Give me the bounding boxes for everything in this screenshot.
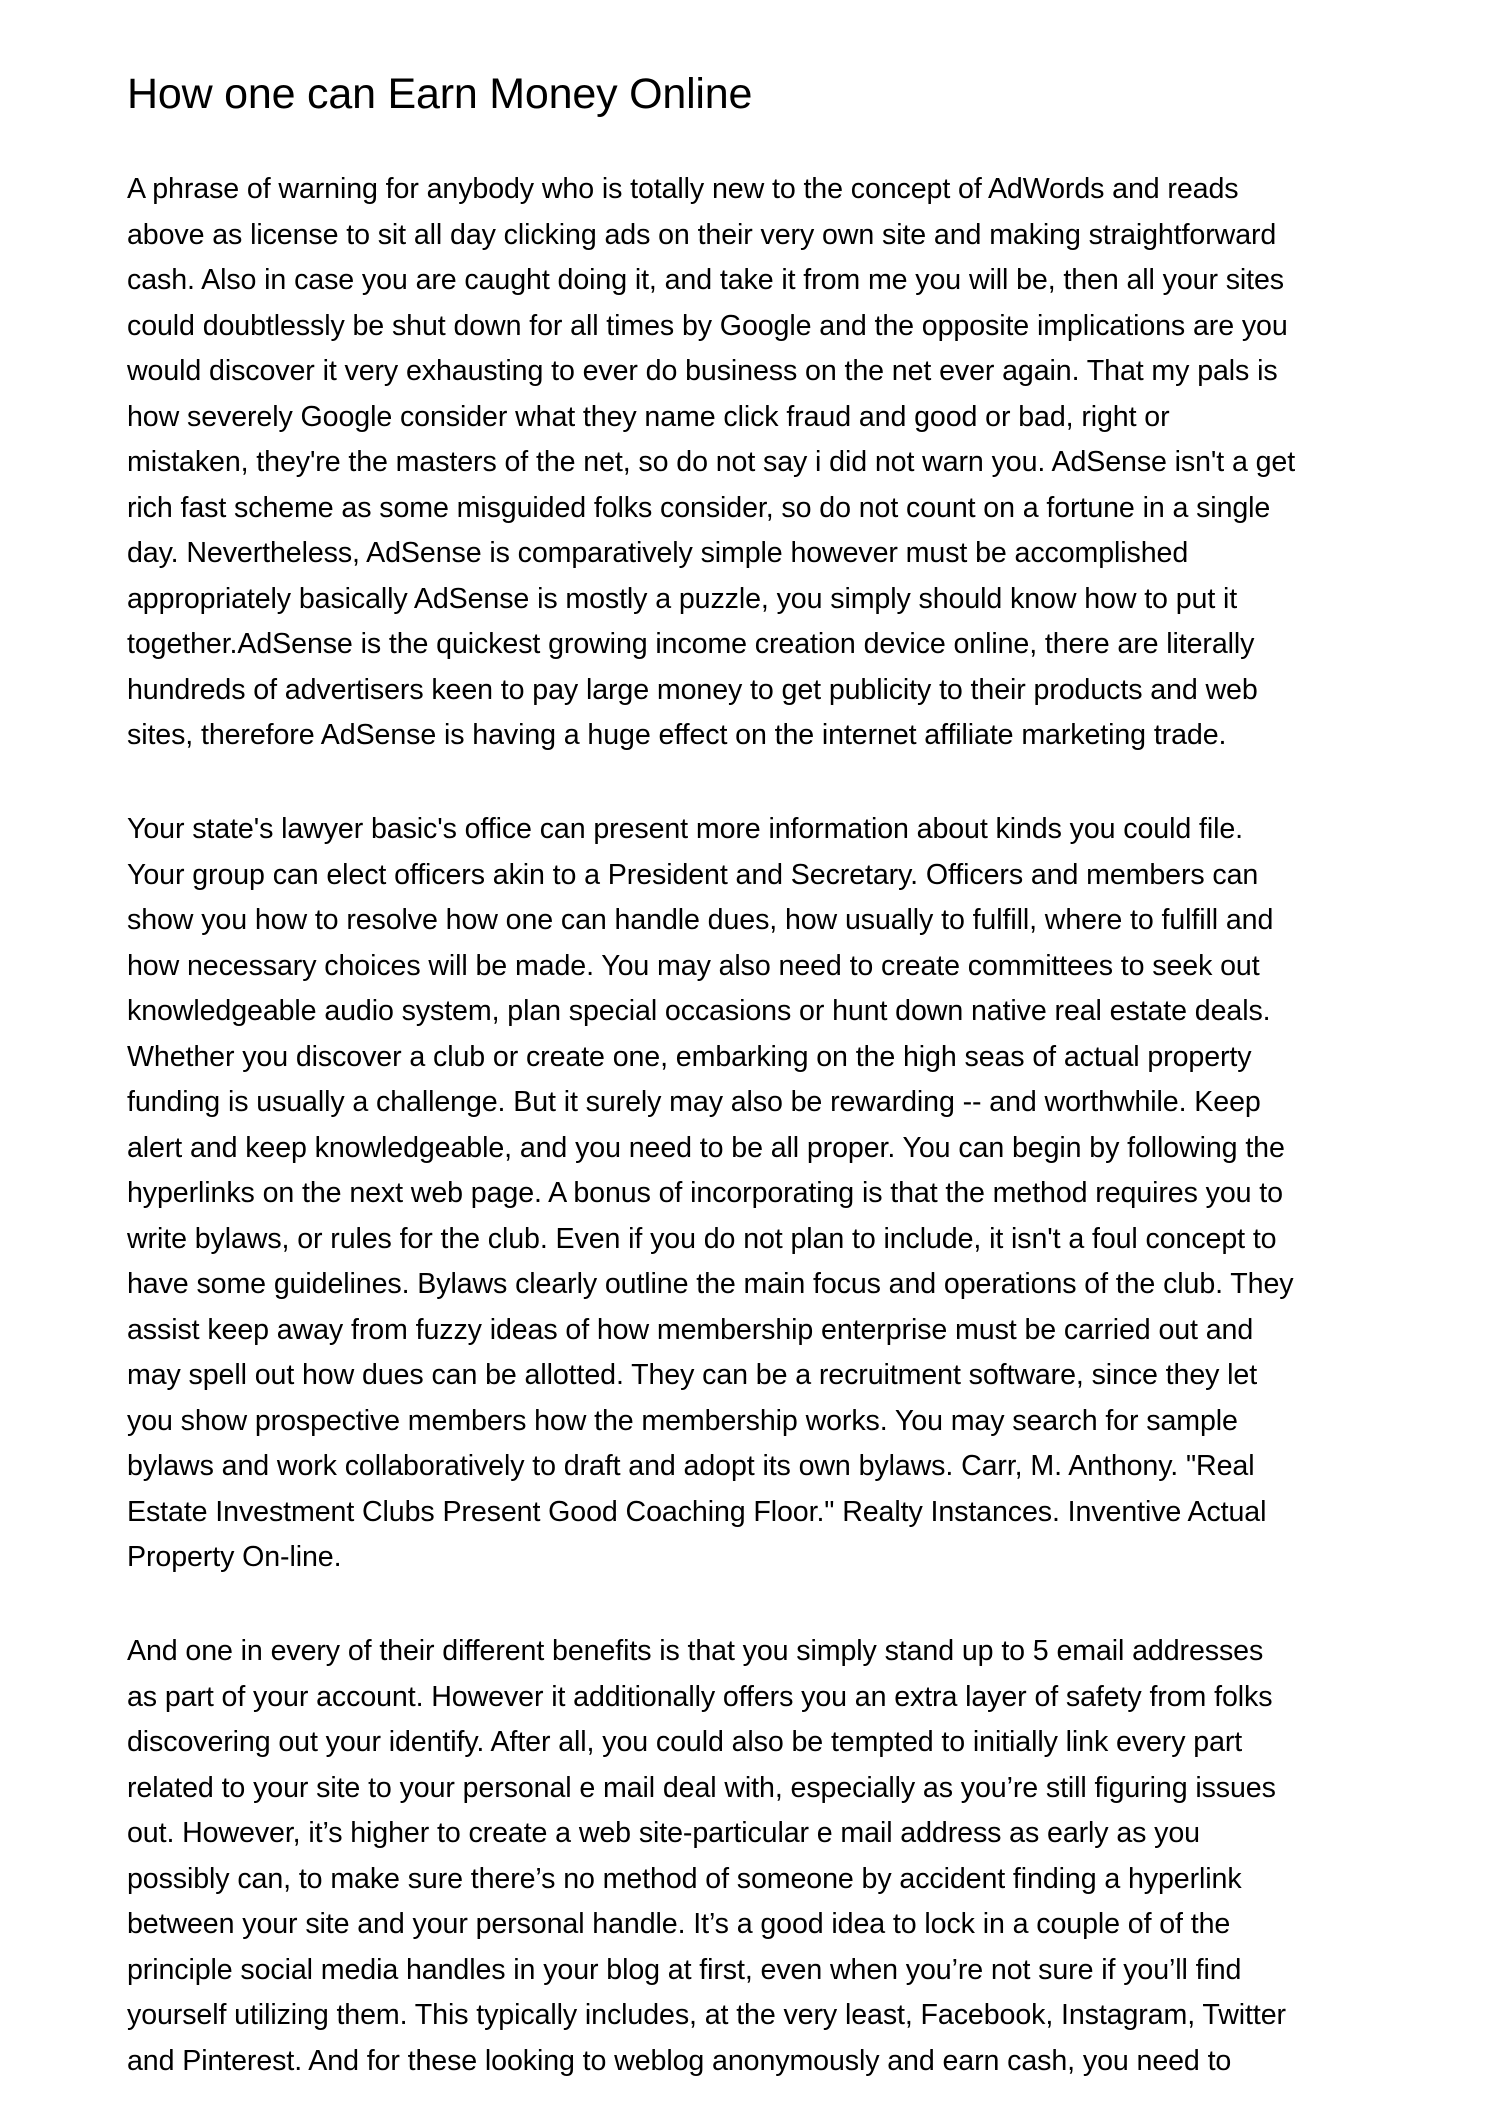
- text-line: Your group can elect officers akin to a President and Secretary. Officers and members can: [127, 858, 1259, 891]
- text-line: And one in every of their different benefits is that you simply stand up to 5 email addresses: [127, 1635, 1264, 1667]
- text-line: alert and keep knowledgeable, and you need to be all proper. You can begin by following the: [127, 1131, 1285, 1164]
- text-line: out. However, it’s higher to create a web site-particular e mail address as early as you: [127, 1817, 1200, 1849]
- text-line: have some guidelines. Bylaws clearly outline the main focus and operations of the club. They: [127, 1268, 1294, 1300]
- text-line: would discover it very exhausting to ever do business on the net ever again. That my pals is: [127, 355, 1278, 387]
- text-line: day. Nevertheless, AdSense is comparatively simple however must be accomplished: [127, 537, 1189, 569]
- text-line: could doubtlessly be shut down for all times by Google and the opposite implications are you: [127, 309, 1288, 342]
- text-line: principle social media handles in your blog at first, even when you’re not sure if you’ll find: [127, 1953, 1242, 1986]
- document-title: How one can Earn Money Online: [127, 70, 753, 118]
- text-line: and Pinterest. And for these looking to weblog anonymously and earn cash, you need to: [127, 2044, 1232, 2077]
- text-line: A phrase of warning for anybody who is totally new to the concept of AdWords and reads: [127, 173, 1239, 205]
- text-line: sites, therefore AdSense is having a huge effect on the internet affiliate marketing trade.: [127, 719, 1227, 751]
- paragraph-adsense-warning: [127, 167, 1295, 759]
- text-line: Property On-line.: [127, 1541, 342, 1573]
- text-line: appropriately basically AdSense is mostly a puzzle, you simply should know how to put it: [127, 582, 1238, 615]
- text-line: rich fast scheme as some misguided folks consider, so do not count on a fortune in a single: [127, 491, 1271, 524]
- text-line: Your state's lawyer basic's office can present more information about kinds you could file.: [127, 813, 1243, 845]
- text-line: you show prospective members how the membership works. You may search for sample: [127, 1404, 1238, 1437]
- text-line: may spell out how dues can be allotted. They can be a recruitment software, since they let: [127, 1359, 1258, 1391]
- text-line: Whether you discover a club or create one, embarking on the high seas of actual property: [127, 1040, 1252, 1073]
- paragraph-email-social: [127, 1629, 1286, 2084]
- text-line: funding is usually a challenge. But it surely may also be rewarding -- and worthwhile. Keep: [127, 1086, 1261, 1118]
- text-line: assist keep away from fuzzy ideas of how membership enterprise must be carried out and: [127, 1313, 1254, 1346]
- text-line: write bylaws, or rules for the club. Even if you do not plan to include, it isn't a foul concept to: [127, 1222, 1277, 1255]
- paragraph-investment-clubs: [127, 807, 1293, 1581]
- text-line: as part of your account. However it additionally offers you an extra layer of safety from folks: [127, 1680, 1273, 1713]
- text-line: discovering out your identify. After all, you could also be tempted to initially link every part: [127, 1726, 1243, 1758]
- text-line: hyperlinks on the next web page. A bonus of incorporating is that the method requires you to: [127, 1177, 1283, 1209]
- text-line: cash. Also in case you are caught doing it, and take it from me you will be, then all your sites: [127, 264, 1285, 296]
- text-line: bylaws and work collaboratively to draft and adopt its own bylaws. Carr, M. Anthony. "Real: [127, 1450, 1255, 1482]
- text-line: related to your site to your personal e mail deal with, especially as you’re still figuring issues: [127, 1771, 1276, 1804]
- text-line: show you how to resolve how one can handle dues, how usually to fulfill, where to fulfill and: [127, 904, 1274, 936]
- text-line: mistaken, they're the masters of the net, so do not say i did not warn you. AdSense isn't a get: [127, 446, 1296, 478]
- text-line: together.AdSense is the quickest growing income creation device online, there are literally: [127, 628, 1255, 660]
- text-line: how necessary choices will be made. You may also need to create committees to seek out: [127, 949, 1260, 982]
- text-line: possibly can, to make sure there’s no method of someone by accident finding a hyperlink: [127, 1862, 1242, 1895]
- text-line: above as license to sit all day clicking ads on their very own site and making straightforward: [127, 218, 1277, 251]
- text-line: knowledgeable audio system, plan special occasions or hunt down native real estate deals.: [127, 995, 1271, 1027]
- text-line: how severely Google consider what they name click fraud and good or bad, right or: [127, 400, 1170, 433]
- text-line: hundreds of advertisers keen to pay large money to get publicity to their products and web: [127, 673, 1258, 706]
- text-line: Estate Investment Clubs Present Good Coaching Floor." Realty Instances. Inventive Actual: [127, 1495, 1267, 1528]
- text-line: yourself utilizing them. This typically includes, at the very least, Facebook, Instagram, Twitter: [127, 1999, 1286, 2031]
- text-line: between your site and your personal handle. It’s a good idea to lock in a couple of of the: [127, 1908, 1231, 1940]
